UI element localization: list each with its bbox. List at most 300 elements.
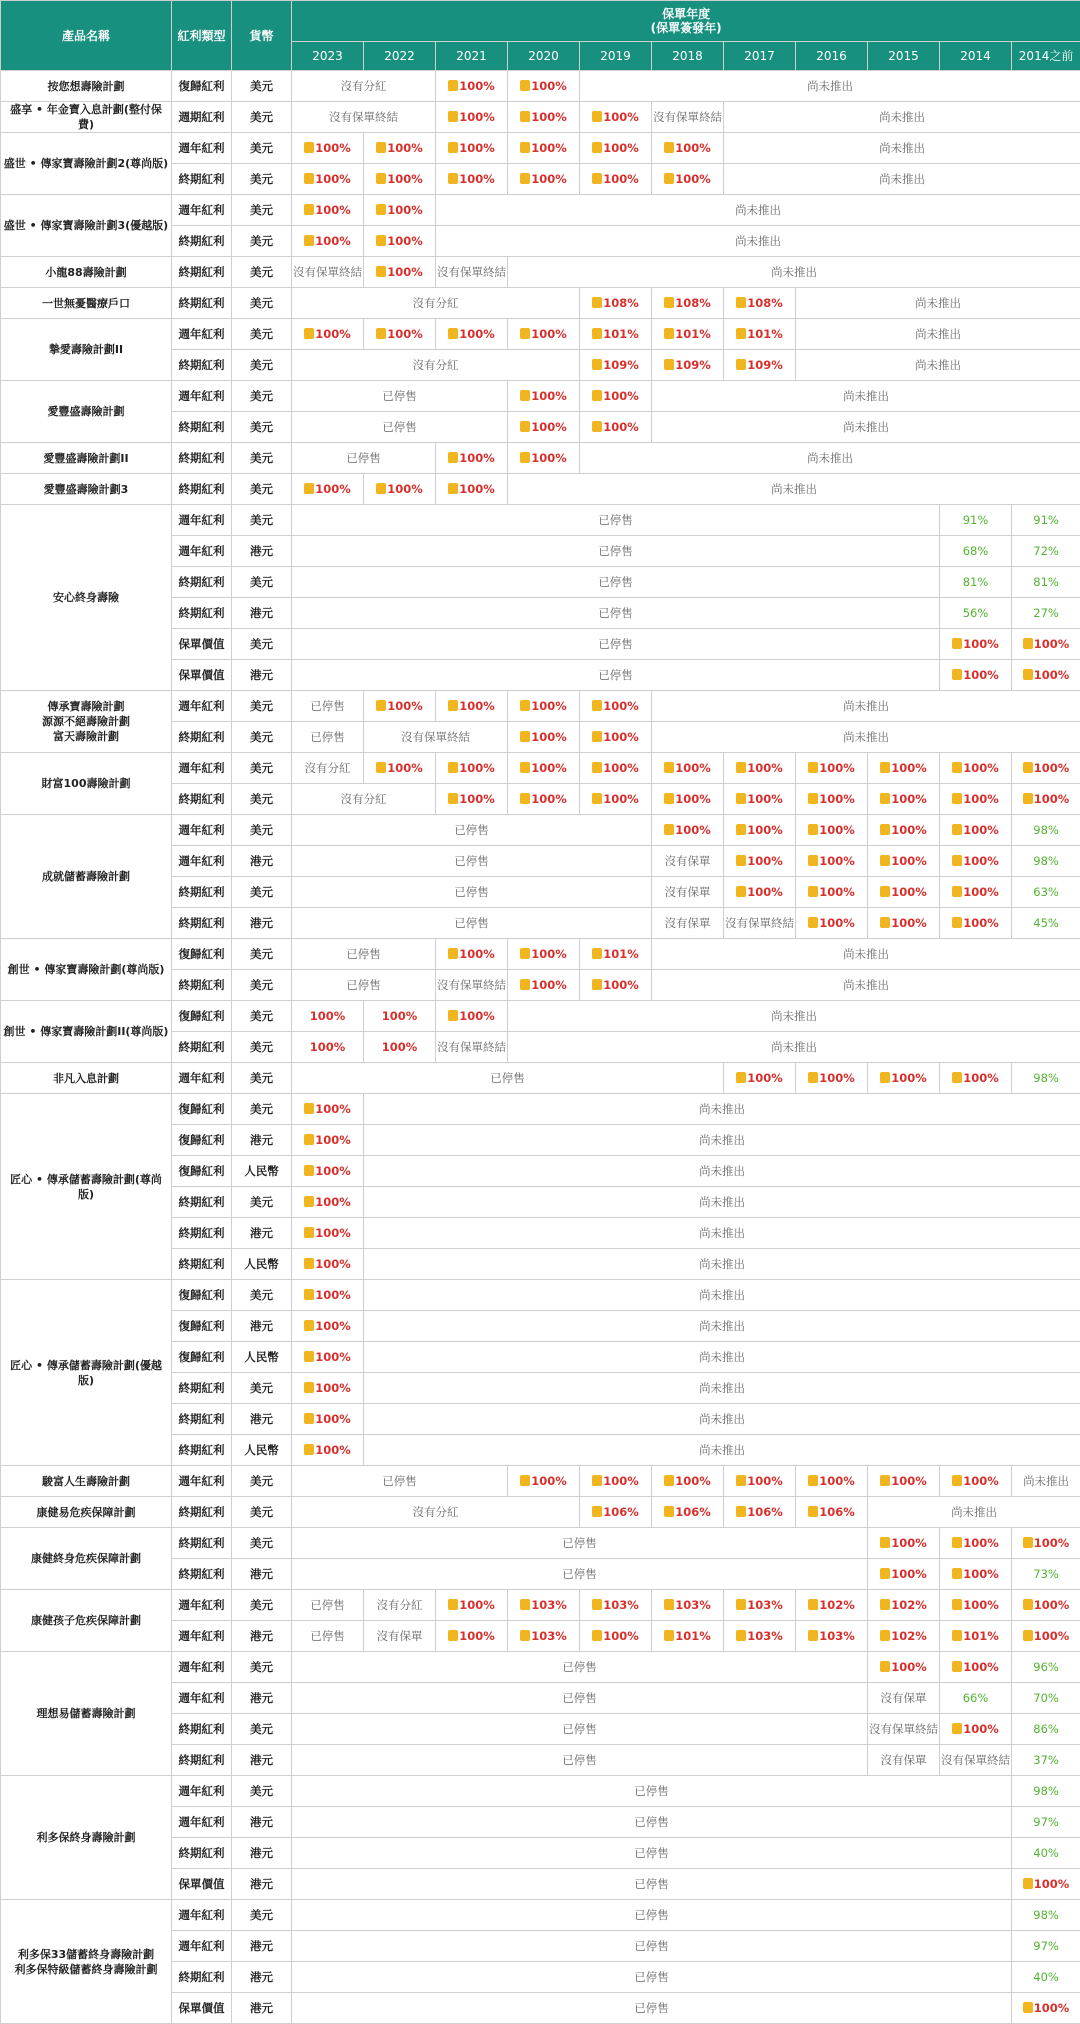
- dividend-type-cell: 終期紅利: [172, 877, 232, 908]
- cell-value: 100%: [603, 172, 639, 186]
- fulfillment-ratio-cell: [868, 1466, 940, 1497]
- currency-cell: 美元: [232, 133, 292, 164]
- fulfillment-ratio-cell: [580, 784, 652, 815]
- status-cell: [364, 1373, 1080, 1404]
- fulfillment-ratio-cell: [652, 1590, 724, 1621]
- cell-value: 109%: [747, 358, 783, 372]
- currency-cell: 美元: [232, 1094, 292, 1125]
- fulfillment-ratio-cell: [292, 1249, 364, 1280]
- dividend-type-cell: 週年紅利: [172, 195, 232, 226]
- currency-cell: 美元: [232, 319, 292, 350]
- cell-value: 102%: [819, 1598, 855, 1612]
- fulfillment-ratio-cell: [580, 412, 652, 443]
- status-cell: [292, 1776, 1012, 1807]
- cell-value: 已停售: [346, 451, 381, 465]
- fulfillment-ratio-cell: [724, 1063, 796, 1094]
- status-cell: [292, 722, 364, 753]
- cell-value: 100%: [315, 203, 351, 217]
- fulfillment-ratio-cell: [580, 1497, 652, 1528]
- thumbs-up-icon: [448, 483, 458, 494]
- product-name-cell: [1, 1063, 172, 1094]
- thumbs-up-icon: [664, 142, 674, 153]
- thumbs-up-icon: [304, 1258, 314, 1269]
- cell-value: 100%: [315, 1226, 351, 1240]
- thumbs-up-icon: [448, 700, 458, 711]
- table-header: [1, 1, 1080, 71]
- thumbs-up-icon: [520, 111, 530, 122]
- product-name-cell: [1, 1466, 172, 1497]
- thumbs-up-icon: [592, 731, 602, 742]
- cell-value: 100%: [531, 141, 567, 155]
- status-cell: [292, 505, 940, 536]
- product-name: 創世 • 傳家寶壽險計劃II(尊尚版): [4, 1025, 169, 1038]
- thumbs-up-icon: [736, 824, 746, 835]
- cell-value: 100%: [891, 792, 927, 806]
- cell-value: 100%: [747, 823, 783, 837]
- status-cell: [508, 1001, 1080, 1032]
- fulfillment-ratio-cell: [292, 1435, 364, 1466]
- fulfillment-ratio-cell: [508, 133, 580, 164]
- thumbs-up-icon: [304, 1165, 314, 1176]
- cell-value: 100%: [387, 203, 423, 217]
- table-row: [1, 288, 1080, 319]
- thumbs-up-icon: [1023, 1878, 1033, 1889]
- status-cell: [868, 1683, 940, 1714]
- product-name: 匠心 • 傳承儲蓄壽險計劃(優越版): [10, 1359, 162, 1387]
- thumbs-up-icon: [448, 80, 458, 91]
- fulfillment-ratio-cell: [724, 877, 796, 908]
- cell-value: 尚未推出: [699, 1412, 745, 1426]
- cell-value: 108%: [603, 296, 639, 310]
- dividend-type-cell: 復歸紅利: [172, 1311, 232, 1342]
- fulfillment-ratio-cell: [364, 133, 436, 164]
- fulfillment-ratio-cell: [652, 753, 724, 784]
- thumbs-up-icon: [736, 297, 746, 308]
- cell-value: 100%: [315, 1102, 351, 1116]
- cell-value: 100%: [603, 699, 639, 713]
- product-name: 康健易危疾保障計劃: [37, 1506, 136, 1519]
- cell-value: 81%: [963, 575, 989, 589]
- fulfillment-ratio-cell: [868, 815, 940, 846]
- cell-value: 100%: [891, 1536, 927, 1550]
- cell-value: 已停售: [562, 1536, 597, 1550]
- dividend-type-cell: 終期紅利: [172, 1714, 232, 1745]
- thumbs-up-icon: [448, 1010, 458, 1021]
- cell-value: 已停售: [490, 1071, 525, 1085]
- status-cell: [436, 195, 1080, 226]
- product-name-cell: [1, 1590, 172, 1652]
- cell-value: 尚未推出: [699, 1288, 745, 1302]
- status-cell: [868, 1745, 940, 1776]
- status-cell: [796, 319, 1080, 350]
- cell-value: 100%: [531, 110, 567, 124]
- cell-value: 98%: [1033, 1071, 1059, 1085]
- thumbs-up-icon: [880, 1475, 890, 1486]
- thumbs-up-icon: [520, 328, 530, 339]
- cell-value: 100%: [531, 978, 567, 992]
- fulfillment-ratio-cell: [580, 1590, 652, 1621]
- fulfillment-ratio-cell: [940, 753, 1012, 784]
- cell-value: 103%: [675, 1598, 711, 1612]
- currency-cell: 美元: [232, 412, 292, 443]
- dividend-type-cell: 週年紅利: [172, 381, 232, 412]
- cell-value: 已停售: [598, 606, 633, 620]
- thumbs-up-icon: [880, 1072, 890, 1083]
- fulfillment-ratio-cell: [436, 443, 508, 474]
- thumbs-up-icon: [952, 638, 962, 649]
- status-cell: [868, 1714, 940, 1745]
- product-name-cell: [1, 1652, 172, 1776]
- product-name-cell: [1, 102, 172, 133]
- currency-cell: 美元: [232, 71, 292, 102]
- cell-value: 沒有分紅: [377, 1598, 423, 1612]
- product-name-cell: [1, 71, 172, 102]
- cell-value: 100%: [819, 854, 855, 868]
- cell-value: 100%: [315, 1257, 351, 1271]
- fulfillment-ratio-cell: [580, 1466, 652, 1497]
- thumbs-up-icon: [664, 328, 674, 339]
- status-cell: [652, 412, 1080, 443]
- cell-value: 97%: [1033, 1815, 1059, 1829]
- thumbs-up-icon: [1023, 762, 1033, 773]
- thumbs-up-icon: [664, 297, 674, 308]
- currency-cell: 港元: [232, 1745, 292, 1776]
- thumbs-up-icon: [592, 1506, 602, 1517]
- cell-value: 103%: [747, 1598, 783, 1612]
- cell-value: 100%: [531, 699, 567, 713]
- thumbs-up-icon: [520, 421, 530, 432]
- status-cell: [292, 1621, 364, 1652]
- thumbs-up-icon: [304, 235, 314, 246]
- cell-value: 100%: [531, 79, 567, 93]
- cell-value: 沒有分紅: [413, 1505, 459, 1519]
- fulfillment-ratio-cell: [364, 257, 436, 288]
- currency-cell: 美元: [232, 1652, 292, 1683]
- fulfillment-ratio-cell: [1012, 1776, 1080, 1807]
- thumbs-up-icon: [376, 328, 386, 339]
- header-policy-year: [292, 1, 1080, 42]
- cell-value: 100%: [891, 1567, 927, 1581]
- thumbs-up-icon: [952, 1475, 962, 1486]
- dividend-type-cell: 保單價值: [172, 1993, 232, 2024]
- thumbs-up-icon: [448, 948, 458, 959]
- cell-value: 100%: [387, 141, 423, 155]
- fulfillment-ratio-cell: [724, 350, 796, 381]
- status-cell: [292, 443, 436, 474]
- currency-cell: 港元: [232, 1404, 292, 1435]
- cell-value: 尚未推出: [843, 730, 889, 744]
- cell-value: 100%: [891, 885, 927, 899]
- product-name: 理想易儲蓄壽險計劃: [37, 1707, 136, 1720]
- product-name-cell: [1, 691, 172, 753]
- thumbs-up-icon: [952, 1072, 962, 1083]
- fulfillment-ratio-cell: [940, 908, 1012, 939]
- header-year: 2014: [940, 42, 1012, 71]
- cell-value: 100%: [1034, 761, 1070, 775]
- product-name: 愛豐盛壽險計劃3: [44, 483, 129, 496]
- thumbs-up-icon: [520, 979, 530, 990]
- thumbs-up-icon: [376, 173, 386, 184]
- cell-value: 沒有保單終結: [437, 1040, 506, 1054]
- cell-value: 100%: [315, 141, 351, 155]
- cell-value: 100%: [963, 1474, 999, 1488]
- cell-value: 尚未推出: [879, 172, 925, 186]
- fulfillment-ratio-cell: [1012, 1900, 1080, 1931]
- fulfillment-ratio-cell: [940, 505, 1012, 536]
- cell-value: 100%: [747, 854, 783, 868]
- cell-value: 100%: [531, 389, 567, 403]
- fulfillment-ratio-cell: [580, 970, 652, 1001]
- cell-value: 已停售: [562, 1567, 597, 1581]
- cell-value: 尚未推出: [699, 1164, 745, 1178]
- cell-value: 108%: [747, 296, 783, 310]
- cell-value: 106%: [747, 1505, 783, 1519]
- fulfillment-ratio-cell: [1012, 505, 1080, 536]
- cell-value: 100%: [891, 1474, 927, 1488]
- fulfillment-ratio-cell: [652, 350, 724, 381]
- fulfillment-ratio-cell: [652, 1466, 724, 1497]
- thumbs-up-icon: [880, 1661, 890, 1672]
- product-name-cell: [1, 288, 172, 319]
- currency-cell: 港元: [232, 1807, 292, 1838]
- fulfillment-ratio-cell: [796, 908, 868, 939]
- fulfillment-ratio-cell: [652, 1621, 724, 1652]
- cell-value: 已停售: [634, 1939, 669, 1953]
- fulfillment-ratio-cell: [436, 784, 508, 815]
- fulfillment-ratio-cell: [292, 1404, 364, 1435]
- thumbs-up-icon: [952, 917, 962, 928]
- thumbs-up-icon: [448, 142, 458, 153]
- cell-value: 100%: [963, 1598, 999, 1612]
- thumbs-up-icon: [592, 328, 602, 339]
- currency-cell: 美元: [232, 691, 292, 722]
- cell-value: 沒有保單終結: [401, 730, 470, 744]
- fulfillment-ratio-cell: [940, 629, 1012, 660]
- cell-value: 沒有保單終結: [437, 265, 506, 279]
- dividend-type-cell: 週年紅利: [172, 691, 232, 722]
- fulfillment-ratio-cell: [868, 846, 940, 877]
- currency-cell: 美元: [232, 474, 292, 505]
- cell-value: 45%: [1033, 916, 1059, 930]
- cell-value: 100%: [675, 141, 711, 155]
- status-cell: [508, 257, 1080, 288]
- cell-value: 100%: [459, 1629, 495, 1643]
- cell-value: 100%: [747, 1474, 783, 1488]
- cell-value: 91%: [963, 513, 989, 527]
- product-name-cell: [1, 474, 172, 505]
- cell-value: 100%: [891, 916, 927, 930]
- thumbs-up-icon: [808, 1072, 818, 1083]
- cell-value: 尚未推出: [735, 234, 781, 248]
- fulfillment-ratio-cell: [940, 567, 1012, 598]
- fulfillment-ratio-cell: [292, 1125, 364, 1156]
- status-cell: [292, 753, 364, 784]
- thumbs-up-icon: [952, 886, 962, 897]
- cell-value: 已停售: [634, 1877, 669, 1891]
- status-cell: [292, 1559, 868, 1590]
- status-cell: [364, 1156, 1080, 1187]
- cell-value: 尚未推出: [771, 482, 817, 496]
- thumbs-up-icon: [736, 1506, 746, 1517]
- status-cell: [652, 846, 724, 877]
- currency-cell: 美元: [232, 1900, 292, 1931]
- cell-value: 100%: [531, 1474, 567, 1488]
- thumbs-up-icon: [592, 1599, 602, 1610]
- fulfillment-ratio-cell: [580, 133, 652, 164]
- cell-value: 100%: [747, 761, 783, 775]
- cell-value: 已停售: [454, 823, 489, 837]
- table-row: [1, 1094, 1080, 1125]
- fulfillment-ratio-cell: [292, 1311, 364, 1342]
- fulfillment-ratio-cell: [364, 319, 436, 350]
- fulfillment-ratio-cell: [1012, 1931, 1080, 1962]
- thumbs-up-icon: [880, 1630, 890, 1641]
- dividend-type-cell: 週年紅利: [172, 1807, 232, 1838]
- dividend-type-cell: 週年紅利: [172, 846, 232, 877]
- status-cell: [1012, 1466, 1080, 1497]
- cell-value: 100%: [310, 1040, 346, 1054]
- cell-value: 尚未推出: [915, 296, 961, 310]
- dividend-type-cell: 終期紅利: [172, 784, 232, 815]
- cell-value: 尚未推出: [771, 265, 817, 279]
- thumbs-up-icon: [664, 824, 674, 835]
- thumbs-up-icon: [952, 1723, 962, 1734]
- thumbs-up-icon: [808, 762, 818, 773]
- thumbs-up-icon: [304, 328, 314, 339]
- cell-value: 100%: [891, 761, 927, 775]
- thumbs-up-icon: [880, 1537, 890, 1548]
- cell-value: 100%: [891, 1660, 927, 1674]
- cell-value: 100%: [603, 1629, 639, 1643]
- cell-value: 尚未推出: [699, 1381, 745, 1395]
- table-row: [1, 133, 1080, 164]
- fulfillment-ratio-cell: [1012, 598, 1080, 629]
- dividend-type-cell: 終期紅利: [172, 1404, 232, 1435]
- cell-value: 100%: [747, 1071, 783, 1085]
- dividend-type-cell: 復歸紅利: [172, 1125, 232, 1156]
- thumbs-up-icon: [880, 793, 890, 804]
- fulfillment-ratio-cell: [868, 1652, 940, 1683]
- thumbs-up-icon: [952, 1630, 962, 1641]
- product-name: 盛世 • 傳家寶壽險計劃3(優越版): [4, 219, 168, 232]
- currency-cell: 港元: [232, 1621, 292, 1652]
- cell-value: 72%: [1033, 544, 1059, 558]
- fulfillment-ratio-cell: [1012, 1838, 1080, 1869]
- fulfillment-ratio-cell: [940, 1528, 1012, 1559]
- fulfillment-ratio-cell: [436, 1621, 508, 1652]
- fulfillment-ratio-cell: [508, 753, 580, 784]
- thumbs-up-icon: [520, 1475, 530, 1486]
- status-cell: [292, 691, 364, 722]
- dividend-type-cell: 終期紅利: [172, 1435, 232, 1466]
- cell-value: 已停售: [598, 513, 633, 527]
- fulfillment-ratio-cell: [292, 195, 364, 226]
- cell-value: 尚未推出: [699, 1133, 745, 1147]
- fulfillment-ratio-cell: [436, 753, 508, 784]
- currency-cell: 美元: [232, 1714, 292, 1745]
- cell-value: 已停售: [634, 1970, 669, 1984]
- fulfillment-ratio-cell: [940, 846, 1012, 877]
- cell-value: 100%: [603, 978, 639, 992]
- thumbs-up-icon: [952, 793, 962, 804]
- fulfillment-ratio-cell: [652, 164, 724, 195]
- status-cell: [292, 1993, 1012, 2024]
- cell-value: 尚未推出: [699, 1195, 745, 1209]
- cell-value: 100%: [963, 668, 999, 682]
- cell-value: 100%: [315, 1133, 351, 1147]
- thumbs-up-icon: [448, 762, 458, 773]
- status-cell: [292, 1683, 868, 1714]
- cell-value: 101%: [747, 327, 783, 341]
- product-name-cell: [1, 1528, 172, 1590]
- cell-value: 56%: [963, 606, 989, 620]
- currency-cell: 美元: [232, 567, 292, 598]
- thumbs-up-icon: [304, 1320, 314, 1331]
- status-cell: [292, 970, 436, 1001]
- product-name: 成就儲蓄壽險計劃: [42, 870, 130, 883]
- cell-value: 尚未推出: [879, 110, 925, 124]
- fulfillment-ratio-cell: [364, 474, 436, 505]
- table-row: [1, 474, 1080, 505]
- product-name: 利多保33儲蓄終身壽險計劃 利多保特級儲蓄終身壽險計劃: [15, 1948, 158, 1976]
- cell-value: 108%: [675, 296, 711, 310]
- status-cell: [652, 102, 724, 133]
- cell-value: 已停售: [634, 2001, 669, 2015]
- cell-value: 100%: [315, 482, 351, 496]
- fulfillment-ratio-cell: [292, 164, 364, 195]
- product-name-cell: [1, 815, 172, 939]
- status-cell: [292, 1931, 1012, 1962]
- thumbs-up-icon: [1023, 1630, 1033, 1641]
- cell-value: 尚未推出: [699, 1319, 745, 1333]
- fulfillment-ratio-cell: [868, 1590, 940, 1621]
- fulfillment-ratio-cell: [1012, 536, 1080, 567]
- cell-value: 已停售: [346, 978, 381, 992]
- currency-cell: 美元: [232, 815, 292, 846]
- cell-value: 沒有保單終結: [329, 110, 398, 124]
- currency-cell: 美元: [232, 629, 292, 660]
- thumbs-up-icon: [448, 328, 458, 339]
- currency-cell: 港元: [232, 1869, 292, 1900]
- cell-value: 100%: [675, 1474, 711, 1488]
- fulfillment-ratio-cell: [364, 226, 436, 257]
- currency-cell: 美元: [232, 1187, 292, 1218]
- status-cell: [796, 350, 1080, 381]
- currency-cell: 美元: [232, 1280, 292, 1311]
- fulfillment-ratio-cell: [1012, 1714, 1080, 1745]
- dividend-type-cell: 復歸紅利: [172, 1001, 232, 1032]
- fulfillment-ratio-cell: [508, 784, 580, 815]
- currency-cell: 美元: [232, 1528, 292, 1559]
- dividend-type-cell: 週年紅利: [172, 536, 232, 567]
- dividend-type-cell: 終期紅利: [172, 474, 232, 505]
- cell-value: 沒有分紅: [413, 358, 459, 372]
- status-cell: [436, 226, 1080, 257]
- status-cell: [292, 660, 940, 691]
- cell-value: 已停售: [310, 1629, 345, 1643]
- thumbs-up-icon: [1023, 1537, 1033, 1548]
- cell-value: 已停售: [562, 1691, 597, 1705]
- cell-value: 沒有保單: [881, 1753, 927, 1767]
- cell-value: 106%: [819, 1505, 855, 1519]
- thumbs-up-icon: [304, 1351, 314, 1362]
- cell-value: 102%: [891, 1629, 927, 1643]
- cell-value: 100%: [603, 110, 639, 124]
- currency-cell: 美元: [232, 877, 292, 908]
- cell-value: 100%: [1034, 1877, 1070, 1891]
- cell-value: 100%: [963, 1536, 999, 1550]
- table-row: [1, 443, 1080, 474]
